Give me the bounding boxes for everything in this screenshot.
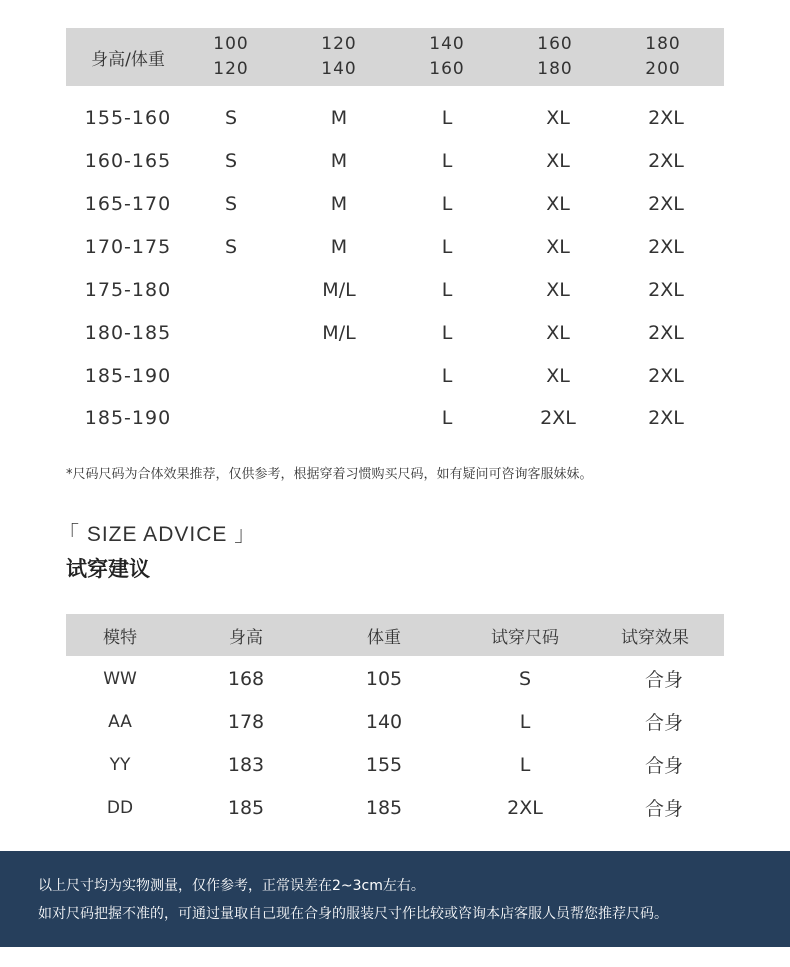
size-cell: 2XL xyxy=(648,364,684,387)
size-cell: S xyxy=(224,106,238,129)
size-cell: M/L xyxy=(322,321,356,344)
size-cell: XL xyxy=(546,106,570,129)
footer-banner xyxy=(0,851,790,947)
weight-range-5 xyxy=(618,28,708,86)
height-range: 185-190 xyxy=(84,364,172,387)
header-weight: 体重 xyxy=(367,627,401,648)
weight-range-to: 120 xyxy=(213,59,249,79)
size-row xyxy=(66,354,724,397)
size-cell xyxy=(186,354,276,397)
size-cell: L xyxy=(441,406,453,429)
size-cell xyxy=(186,268,276,311)
model-height: 185 xyxy=(227,796,265,819)
model-weight: 140 xyxy=(365,710,403,733)
size-cell xyxy=(186,311,276,354)
size-cell: 2XL xyxy=(648,106,684,129)
advice-row xyxy=(66,743,724,786)
height-range: 155-160 xyxy=(84,106,172,129)
size-row xyxy=(66,96,724,139)
size-cell xyxy=(294,396,384,439)
model-weight: 185 xyxy=(365,796,403,819)
size-cell: L xyxy=(441,321,453,344)
weight-range-to: 160 xyxy=(429,59,465,79)
height-range: 185-190 xyxy=(84,406,172,429)
size-cell: L xyxy=(441,192,453,215)
model-fit: 合身 xyxy=(644,712,683,734)
size-cell: S xyxy=(224,192,238,215)
size-cell: XL xyxy=(546,321,570,344)
model-size: S xyxy=(518,667,532,690)
size-table-header xyxy=(66,28,724,86)
weight-range-4 xyxy=(510,28,600,86)
advice-row xyxy=(66,786,724,829)
size-cell: XL xyxy=(546,278,570,301)
model-fit: 合身 xyxy=(644,755,683,777)
size-cell: M xyxy=(330,149,348,172)
model-weight: 105 xyxy=(365,667,403,690)
weight-range-to: 200 xyxy=(645,59,681,79)
size-cell: 2XL xyxy=(648,278,684,301)
size-row xyxy=(66,139,724,182)
size-cell: M/L xyxy=(322,278,356,301)
size-cell: L xyxy=(441,364,453,387)
size-cell: S xyxy=(224,149,238,172)
advice-row xyxy=(66,700,724,743)
size-row xyxy=(66,182,724,225)
weight-range-1 xyxy=(186,28,276,86)
model-name: YY xyxy=(109,754,131,775)
advice-table-header xyxy=(66,614,724,656)
size-cell: XL xyxy=(546,149,570,172)
size-cell: XL xyxy=(546,192,570,215)
size-cell: S xyxy=(224,235,238,258)
weight-range-from: 120 xyxy=(321,34,357,54)
model-size: L xyxy=(519,710,531,733)
size-cell: XL xyxy=(546,364,570,387)
size-cell xyxy=(186,396,276,439)
header-height: 身高 xyxy=(229,627,263,648)
weight-range-to: 180 xyxy=(537,59,573,79)
height-range: 175-180 xyxy=(84,278,172,301)
corner-label: 身高/体重 xyxy=(91,49,165,70)
size-cell: 2XL xyxy=(648,192,684,215)
size-row xyxy=(66,311,724,354)
footer-line-2: 如对尺码把握不准的，可通过量取自己现在合身的服装尺寸作比较或咨询本店客服人员帮您推荐尺码。 xyxy=(38,906,668,922)
advice-row xyxy=(66,657,724,700)
weight-range-from: 140 xyxy=(429,34,465,54)
model-height: 168 xyxy=(227,667,265,690)
size-cell: M xyxy=(330,106,348,129)
size-cell xyxy=(294,354,384,397)
size-cell: 2XL xyxy=(648,406,684,429)
weight-range-to: 140 xyxy=(321,59,357,79)
size-cell: 2XL xyxy=(648,235,684,258)
weight-range-from: 180 xyxy=(645,34,681,54)
height-range: 180-185 xyxy=(84,321,172,344)
size-row xyxy=(66,268,724,311)
size-row xyxy=(66,225,724,268)
size-cell: L xyxy=(441,106,453,129)
model-height: 178 xyxy=(227,710,265,733)
model-name: DD xyxy=(106,797,134,818)
model-size: 2XL xyxy=(507,796,543,819)
size-cell: L xyxy=(441,278,453,301)
size-cell: M xyxy=(330,192,348,215)
header-trial-size: 试穿尺码 xyxy=(491,627,559,648)
model-name: WW xyxy=(103,668,137,689)
height-range: 160-165 xyxy=(84,149,172,172)
footer-line-1: 以上尺寸均为实物测量，仅作参考，正常误差在2~3cm左右。 xyxy=(38,878,425,894)
weight-range-2 xyxy=(294,28,384,86)
size-advice-title-cn: 试穿建议 xyxy=(66,557,150,581)
size-cell: 2XL xyxy=(648,149,684,172)
size-cell: XL xyxy=(546,235,570,258)
header-model: 模特 xyxy=(103,627,137,648)
height-range: 165-170 xyxy=(84,192,172,215)
size-cell: 2XL xyxy=(648,321,684,344)
weight-range-3 xyxy=(402,28,492,86)
model-fit: 合身 xyxy=(644,669,683,691)
size-cell: 2XL xyxy=(540,406,576,429)
size-note: *尺码尺码为合体效果推荐，仅供参考，根据穿着习惯购买尺码，如有疑问可咨询客服妹妹。 xyxy=(66,467,593,482)
model-size: L xyxy=(519,753,531,776)
size-advice-title-en: 「 SIZE ADVICE 」 xyxy=(58,523,257,546)
model-name: AA xyxy=(108,711,132,732)
height-range: 170-175 xyxy=(84,235,172,258)
weight-range-from: 160 xyxy=(537,34,573,54)
header-trial-effect: 试穿效果 xyxy=(621,627,689,648)
size-cell: L xyxy=(441,149,453,172)
model-fit: 合身 xyxy=(644,798,683,820)
model-weight: 155 xyxy=(365,753,403,776)
size-row xyxy=(66,396,724,439)
size-cell: M xyxy=(330,235,348,258)
model-height: 183 xyxy=(227,753,265,776)
weight-range-from: 100 xyxy=(213,34,249,54)
size-cell: L xyxy=(441,235,453,258)
